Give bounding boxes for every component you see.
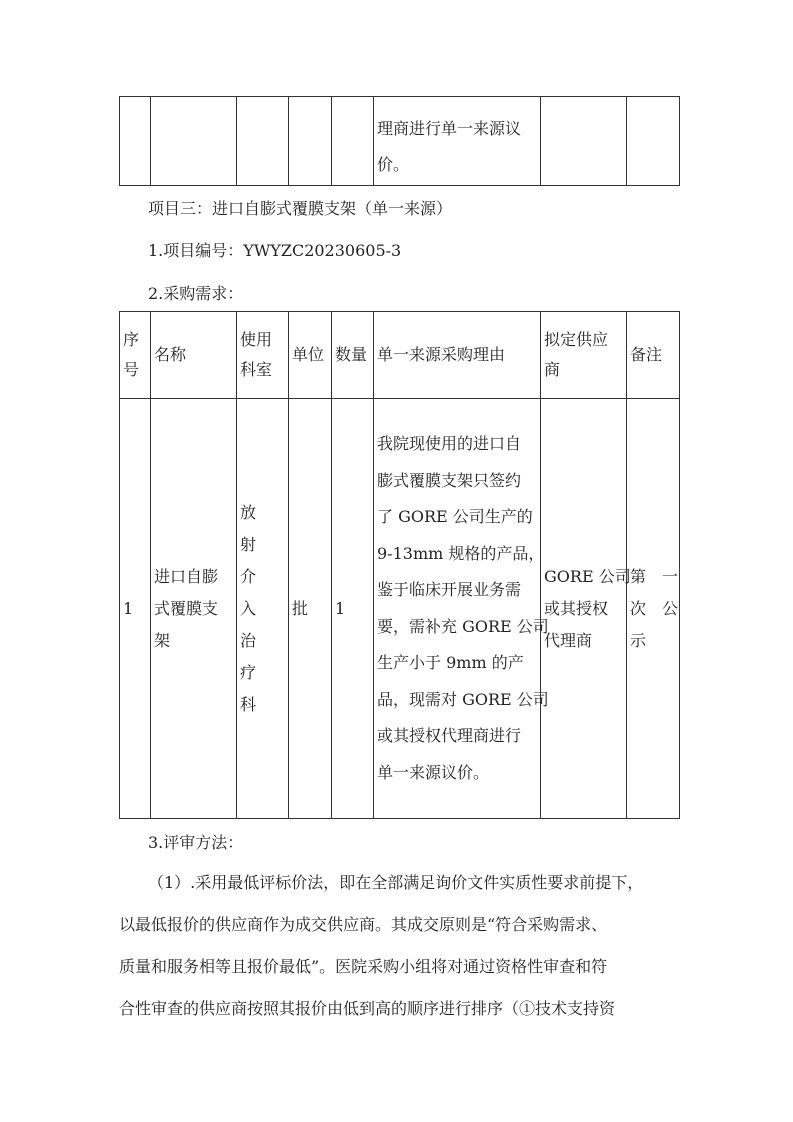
cell-text: 架 (154, 630, 171, 650)
cell-text: 第 一 (630, 566, 679, 586)
cell-text: 生产小于 9mm 的产 (377, 653, 524, 672)
reason-line: 理商进行单一来源议 (377, 119, 522, 138)
cell-text: GORE 公司 (544, 566, 631, 586)
cell-name (151, 399, 237, 819)
cell (627, 97, 680, 186)
cell-text: 或其授权代理商进行 (377, 726, 522, 745)
cell-text: 要，需补充 GORE 公司 (377, 616, 549, 636)
cell-text: 示 (630, 630, 647, 650)
cell-text: 放 射 (240, 502, 273, 554)
project-number: 1.项目编号：YWYZC20230605-3 (148, 241, 402, 260)
table-row (120, 399, 680, 819)
cell-seq: 1 (120, 399, 151, 819)
cell-text: 式覆膜支 (154, 598, 219, 618)
cell-note (627, 399, 680, 819)
cell (289, 97, 332, 186)
header-qty: 数量 (332, 312, 374, 399)
cell-unit: 批 (289, 399, 332, 819)
cell-text: 鉴于临床开展业务需 (377, 580, 522, 599)
review-line: 以最低报价的供应商作为成交供应商。其成交原则是“符合采购需求、 (119, 915, 608, 934)
review-line: 质量和服务相等且报价最低”。医院采购小组将对通过资格性审查和符 (119, 957, 608, 976)
table-header-row (120, 312, 680, 399)
procurement-heading: 2.采购需求： (148, 284, 244, 303)
header-text: 序 (123, 330, 140, 349)
cell (237, 97, 289, 186)
cell (151, 97, 237, 186)
cell-qty: 1 (332, 399, 374, 819)
cell-text: 或其授权 (544, 598, 609, 618)
header-unit: 单位 (289, 312, 332, 399)
cell-text: 治 疗 (240, 630, 273, 682)
cell-text: 品，现需对 GORE 公司 (377, 689, 549, 709)
header-text: 科室 (240, 360, 273, 379)
header-dept (237, 312, 289, 399)
header-text: 使用 (240, 330, 273, 349)
cell-text: 9-13mm 规格的产品， (377, 543, 545, 563)
cell-text: 膨式覆膜支架只签约 (377, 470, 522, 490)
header-text: 拟定供应 (544, 330, 609, 349)
cell (332, 97, 374, 186)
reason-line: 价。 (377, 155, 410, 174)
header-name: 名称 (151, 312, 237, 399)
cell-reason (374, 399, 549, 819)
cell-dept (237, 399, 289, 819)
header-supplier (541, 312, 627, 399)
cell-text: 科 (240, 694, 257, 714)
header-text: 商 (544, 360, 561, 379)
review-line: （1）.采用最低评标价法，即在全部满足询价文件实质性要求前提下， (148, 873, 644, 892)
previous-table-continuation (119, 96, 680, 186)
cell-supplier (541, 399, 631, 819)
review-heading: 3.评审方法： (148, 833, 244, 852)
cell-text: 次 公 (630, 598, 679, 618)
project-title: 项目三：进口自膨式覆膜支架（单一来源） (148, 199, 453, 218)
review-line: 合性审查的供应商按照其报价由低到高的顺序进行排序（①技术支持资 (119, 999, 616, 1018)
cell-text: 了 GORE 公司生产的 (377, 507, 533, 526)
header-reason: 单一来源采购理由 (374, 312, 541, 399)
cell-text: 介 入 (240, 566, 273, 618)
cell-text: 我院现使用的进口自 (377, 434, 522, 453)
header-text: 号 (123, 360, 140, 379)
reason-continuation-cell (374, 97, 541, 186)
header-seq (120, 312, 151, 399)
cell-text: 代理商 (544, 630, 593, 650)
cell-text: 单一来源议价。 (377, 762, 490, 782)
cell (541, 97, 627, 186)
cell (120, 97, 151, 186)
header-note: 备注 (627, 312, 680, 399)
procurement-table (119, 311, 680, 819)
cell-text: 进口自膨 (154, 566, 219, 586)
